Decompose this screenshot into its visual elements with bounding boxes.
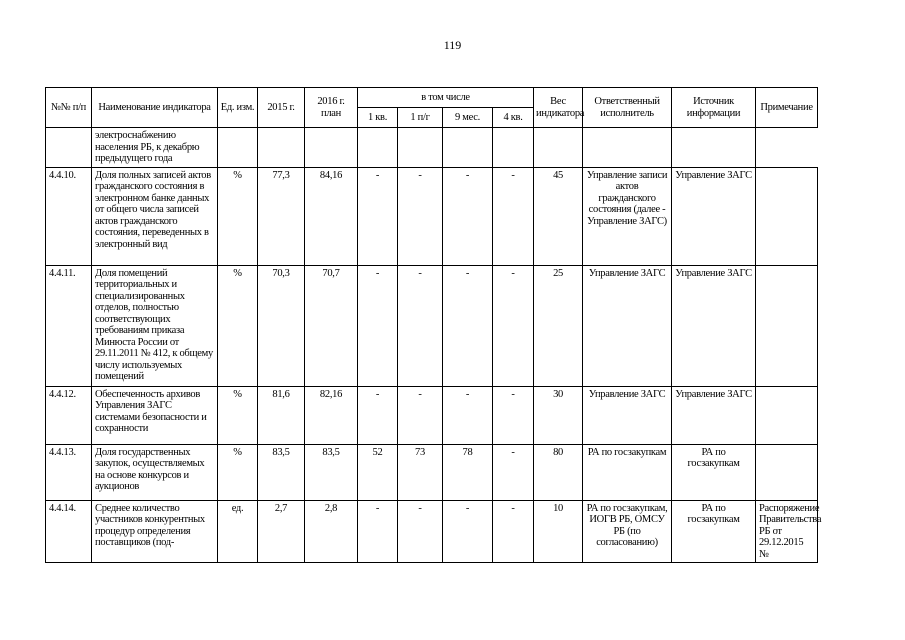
row-num: 4.4.11.	[46, 265, 92, 386]
row-2016: 84,16	[305, 167, 358, 265]
continuation-row	[46, 128, 818, 168]
row-2016: 82,16	[305, 386, 358, 444]
row-h1: -	[398, 500, 443, 563]
header-h1: 1 п/г	[398, 108, 443, 128]
table-row	[46, 265, 818, 386]
row-unit: %	[218, 386, 258, 444]
header-q1: 1 кв.	[358, 108, 398, 128]
row-q1: -	[358, 265, 398, 386]
header-weight: Вес индикатора	[534, 88, 583, 128]
row-h1: -	[398, 386, 443, 444]
row-q4: -	[493, 386, 534, 444]
row-num: 4.4.10.	[46, 167, 92, 265]
row-2016: 2,8	[305, 500, 358, 563]
row-2015: 2,7	[258, 500, 305, 563]
row-unit: %	[218, 167, 258, 265]
row-source: Управление ЗАГС	[672, 265, 756, 386]
row-9m: -	[443, 167, 493, 265]
row-q4: -	[493, 444, 534, 500]
row-source: Управление ЗАГС	[672, 167, 756, 265]
header-including: в том числе	[358, 88, 534, 108]
header-2015: 2015 г.	[258, 88, 305, 128]
row-q4: -	[493, 500, 534, 563]
row-q1: -	[358, 386, 398, 444]
row-q1: -	[358, 500, 398, 563]
row-h1: -	[398, 265, 443, 386]
header-name: Наименование индикатора	[92, 88, 218, 128]
row-num: 4.4.12.	[46, 386, 92, 444]
row-note	[756, 265, 818, 386]
row-unit: %	[218, 265, 258, 386]
row-q1: 52	[358, 444, 398, 500]
header-source: Источник информации	[672, 88, 756, 128]
row-note	[756, 444, 818, 500]
row-note	[756, 167, 818, 265]
row-source: РА по госзакупкам	[672, 500, 756, 563]
header-2016: 2016 г. план	[305, 88, 358, 128]
row-name: Доля полных записей актов гражданского состояния в электронном банке данных от общего числа записей актов гражданского состояния, переведенных в электронный вид	[92, 167, 218, 265]
continuation-name: электроснабжению населения РБ, к декабрю предыдущего года	[92, 128, 218, 168]
indicator-table	[45, 87, 822, 563]
row-responsible: Управление ЗАГС	[583, 265, 672, 386]
row-q4: -	[493, 265, 534, 386]
row-weight: 10	[534, 500, 583, 563]
row-2016: 83,5	[305, 444, 358, 500]
row-weight: 30	[534, 386, 583, 444]
header-q4: 4 кв.	[493, 108, 534, 128]
row-name: Доля государственных закупок, осуществляемых на основе конкурсов и аукционов	[92, 444, 218, 500]
header-responsible: Ответственный исполнитель	[583, 88, 672, 128]
row-responsible: Управление ЗАГС	[583, 386, 672, 444]
row-h1: -	[398, 167, 443, 265]
row-q1: -	[358, 167, 398, 265]
row-num: 4.4.13.	[46, 444, 92, 500]
row-source: Управление ЗАГС	[672, 386, 756, 444]
row-name: Доля помещений территориальных и специализированных отделов, полностью соответствующих требованиям приказа Минюста России от 29.11.2011 № 412, к общему числу используемых помещений	[92, 265, 218, 386]
row-2016: 70,7	[305, 265, 358, 386]
row-source: РА по госзакупкам	[672, 444, 756, 500]
table-row	[46, 444, 818, 500]
row-h1: 73	[398, 444, 443, 500]
header-note: Примечание	[756, 88, 818, 128]
table-row	[46, 500, 818, 563]
row-9m: 78	[443, 444, 493, 500]
row-2015: 77,3	[258, 167, 305, 265]
row-num: 4.4.14.	[46, 500, 92, 563]
row-9m: -	[443, 265, 493, 386]
row-9m: -	[443, 500, 493, 563]
table-row	[46, 386, 818, 444]
header-num: №№ п/п	[46, 88, 92, 128]
header-9m: 9 мес.	[443, 108, 493, 128]
row-2015: 83,5	[258, 444, 305, 500]
row-unit: %	[218, 444, 258, 500]
row-weight: 80	[534, 444, 583, 500]
row-unit: ед.	[218, 500, 258, 563]
row-q4: -	[493, 167, 534, 265]
row-responsible: РА по госзакупкам	[583, 444, 672, 500]
row-note	[756, 386, 818, 444]
row-9m: -	[443, 386, 493, 444]
table-row	[46, 167, 818, 265]
row-name: Обеспеченность архивов Управления ЗАГС системами безопасности и сохранности	[92, 386, 218, 444]
row-2015: 81,6	[258, 386, 305, 444]
row-weight: 45	[534, 167, 583, 265]
row-name: Среднее количество участников конкурентных процедур определения поставщиков (под-	[92, 500, 218, 563]
row-responsible: РА по госзакупкам, ИОГВ РБ, ОМСУ РБ (по согласованию)	[583, 500, 672, 563]
row-2015: 70,3	[258, 265, 305, 386]
row-responsible: Управление записи актов гражданского состояния (далее - Управление ЗАГС)	[583, 167, 672, 265]
header-unit: Ед. изм.	[218, 88, 258, 128]
row-note: Распоряжение Правительства РБ от 29.12.2015 №	[756, 500, 818, 563]
page-number: 119	[443, 38, 462, 52]
row-weight: 25	[534, 265, 583, 386]
